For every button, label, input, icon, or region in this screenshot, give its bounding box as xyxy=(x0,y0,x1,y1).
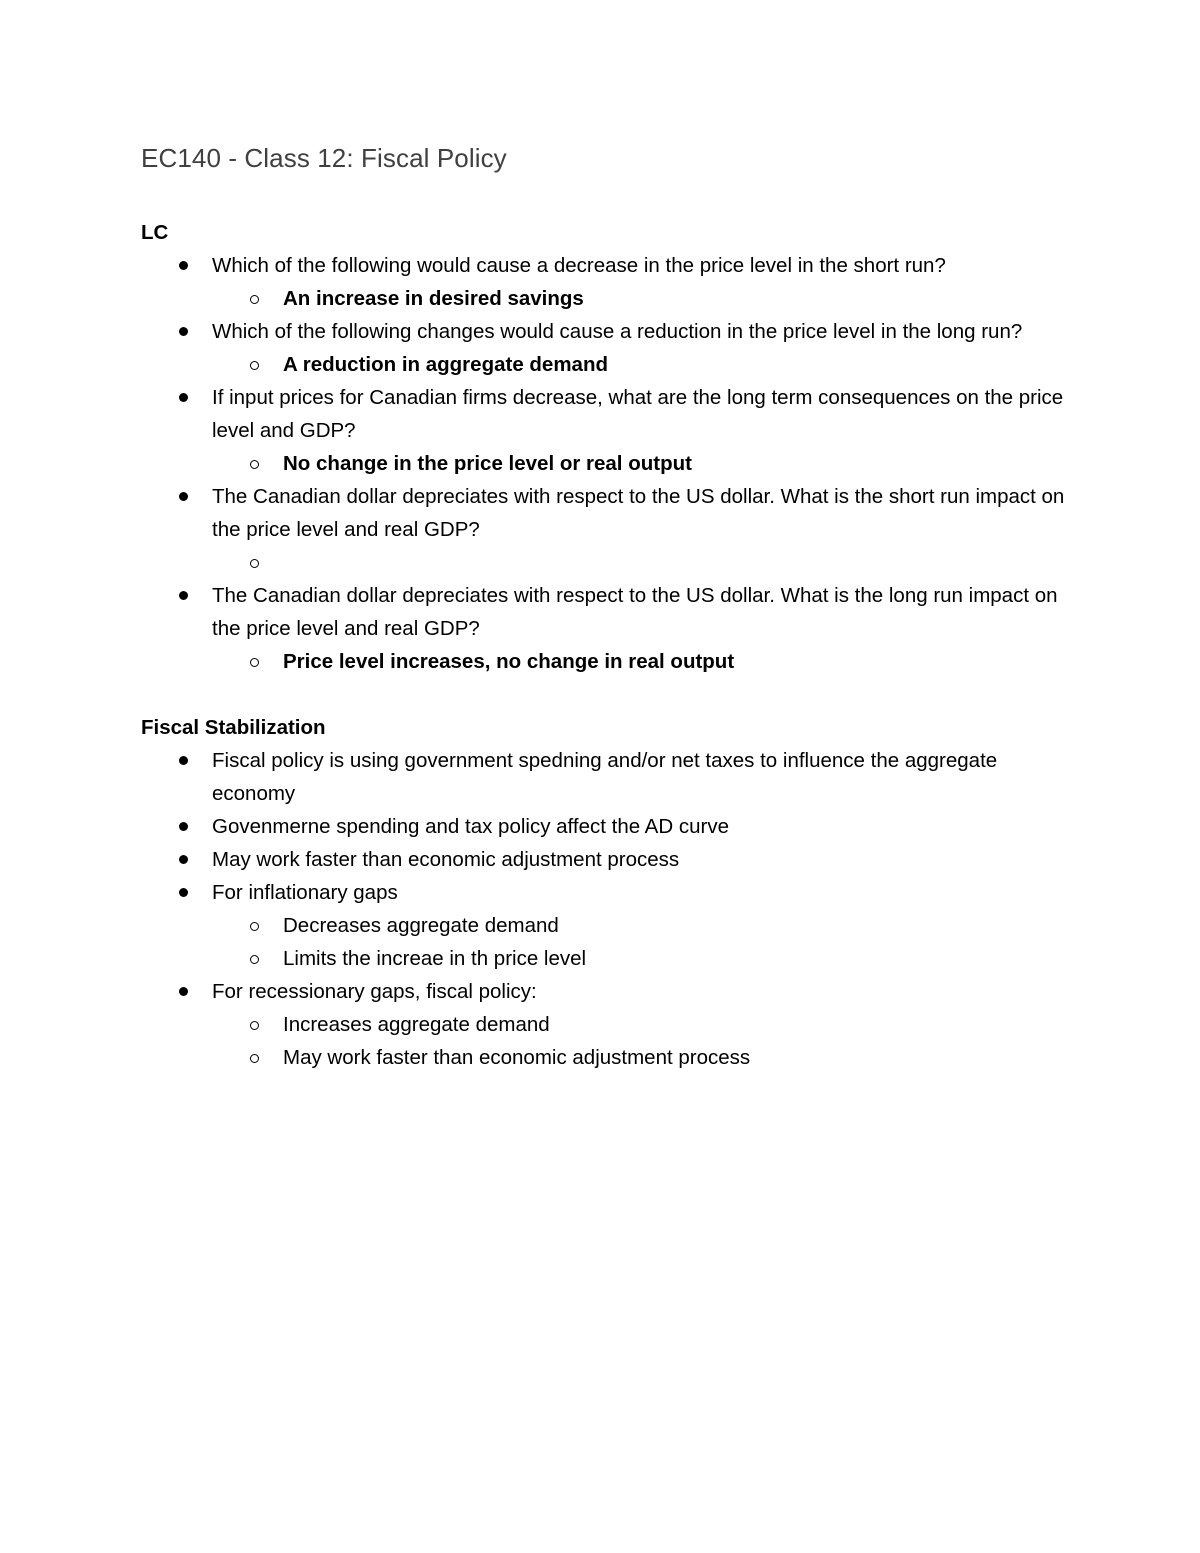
bullet-icon xyxy=(179,987,188,996)
list-item xyxy=(141,480,1071,579)
list-item xyxy=(141,381,1071,480)
answer-list xyxy=(212,348,1071,381)
list-item xyxy=(141,579,1071,678)
list-item xyxy=(141,975,1071,1074)
section-heading-lc: LC xyxy=(141,221,169,244)
list-item xyxy=(141,876,1071,975)
answer-list xyxy=(212,546,1071,579)
answer-text: No change in the price level or real output xyxy=(283,452,692,475)
document-body xyxy=(141,216,1071,1074)
question-text: If input prices for Canadian firms decrease, what are the long term consequences on the price level and GDP? xyxy=(212,386,1064,442)
hollow-bullet-icon xyxy=(250,361,259,370)
note-text: May work faster than economic adjustment process xyxy=(212,848,680,871)
lc-question-list xyxy=(141,249,1071,678)
note-text: Govenmerne spending and tax policy affect the AD curve xyxy=(212,815,729,838)
hollow-bullet-icon xyxy=(250,1054,259,1063)
list-item xyxy=(212,447,1071,480)
list-item xyxy=(212,1008,1071,1041)
sub-note-text: Decreases aggregate demand xyxy=(283,914,559,937)
blank-line xyxy=(141,678,1071,711)
section-heading-fiscal-stabilization: Fiscal Stabilization xyxy=(141,716,326,739)
question-text: Which of the following changes would cause a reduction in the price level in the long run? xyxy=(212,320,1023,343)
list-item xyxy=(212,942,1071,975)
hollow-bullet-icon xyxy=(250,1021,259,1030)
sub-note-text: Increases aggregate demand xyxy=(283,1013,550,1036)
answer-list xyxy=(212,282,1071,315)
question-text: The Canadian dollar depreciates with respect to the US dollar. What is the long run impact on the price level and real GDP? xyxy=(212,584,1058,640)
sub-list xyxy=(212,1008,1071,1074)
bullet-icon xyxy=(179,756,188,765)
list-item xyxy=(212,546,1071,579)
answer-list xyxy=(212,645,1071,678)
hollow-bullet-icon xyxy=(250,955,259,964)
list-item xyxy=(141,810,1071,843)
hollow-bullet-icon xyxy=(250,295,259,304)
list-item xyxy=(212,348,1071,381)
list-item xyxy=(212,645,1071,678)
bullet-icon xyxy=(179,855,188,864)
bullet-icon xyxy=(179,393,188,402)
list-item xyxy=(141,843,1071,876)
sub-note-text: Limits the increae in th price level xyxy=(283,947,587,970)
answer-text: A reduction in aggregate demand xyxy=(283,353,609,376)
sub-list xyxy=(212,909,1071,975)
note-text: Fiscal policy is using government spedning and/or net taxes to influence the aggregate economy xyxy=(212,749,998,805)
bullet-icon xyxy=(179,261,188,270)
list-item xyxy=(141,744,1071,810)
fiscal-notes-list xyxy=(141,744,1071,1074)
answer-text: An increase in desired savings xyxy=(283,287,584,310)
list-item xyxy=(212,909,1071,942)
note-text: For recessionary gaps, fiscal policy: xyxy=(212,980,537,1003)
list-item xyxy=(141,249,1071,315)
list-item xyxy=(212,1041,1071,1074)
list-item xyxy=(141,315,1071,381)
bullet-icon xyxy=(179,327,188,336)
answer-list xyxy=(212,447,1071,480)
answer-text: Price level increases, no change in real output xyxy=(283,650,735,673)
bullet-icon xyxy=(179,492,188,501)
hollow-bullet-icon xyxy=(250,658,259,667)
note-text: For inflationary gaps xyxy=(212,881,398,904)
hollow-bullet-icon xyxy=(250,922,259,931)
bullet-icon xyxy=(179,822,188,831)
list-item xyxy=(212,282,1071,315)
hollow-bullet-icon xyxy=(250,559,259,568)
bullet-icon xyxy=(179,888,188,897)
sub-note-text: May work faster than economic adjustment process xyxy=(283,1046,751,1069)
question-text: Which of the following would cause a decrease in the price level in the short run? xyxy=(212,254,946,277)
bullet-icon xyxy=(179,591,188,600)
question-text: The Canadian dollar depreciates with respect to the US dollar. What is the short run impact on the price level and real GDP? xyxy=(212,485,1065,541)
hollow-bullet-icon xyxy=(250,460,259,469)
document-title: EC140 - Class 12: Fiscal Policy xyxy=(141,143,507,173)
